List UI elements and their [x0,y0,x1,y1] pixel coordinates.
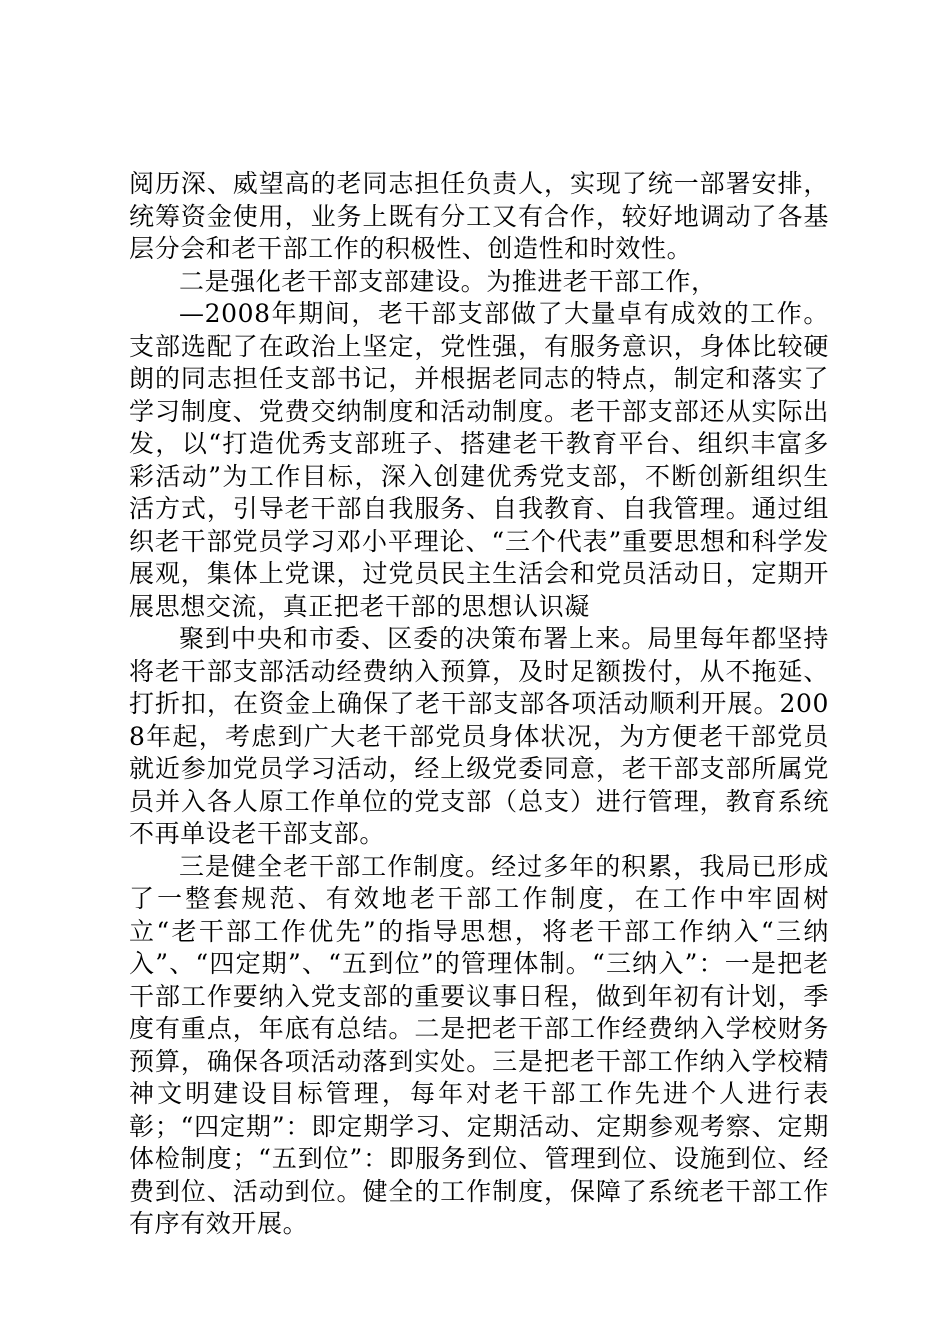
paragraph-continuation: 阅历深、威望高的老同志担任负责人，实现了统一部署安排，统筹资金使用，业务上既有分工又有合作，较好地调动了各基层分会和老干部工作的积极性、创造性和时效性。 [129,169,829,263]
paragraph-work-system: 三是健全老干部工作制度。经过多年的积累，我局已形成了一整套规范、有效地老干部工作制度，在工作中牢固树立“老干部工作优先”的指导思想，将老干部工作纳入“三纳入”、“四定期”、“五到位”的管理体制。“三纳入”：一是把老干部工作要纳入党支部的重要议事日程，做到年初有计划，季度有重点，年底有总结。二是把老干部工作经费纳入学校财务预算，确保各项活动落到实处。三是把老干部工作纳入学校精神文明建设目标管理，每年对老干部工作先进个人进行表彰；“四定期”：即定期学习、定期活动、定期参观考察、定期体检制度；“五到位”：即服务到位、管理到位、设施到位、经费到位、活动到位。健全的工作制度，保障了系统老干部工作有序有效开展。 [129,851,829,1238]
paragraph-second-point-intro: 二是强化老干部支部建设。为推进老干部工作， [179,266,717,296]
paragraph-branch-work: —2008年期间，老干部支部做了大量卓有成效的工作。支部选配了在政治上坚定，党性强，有服务意识，身体比较硬朗的同志担任支部书记，并根据老同志的特点，制定和落实了学习制度、党费交纳制度和活动制度。老干部支部还从实际出发，以“打造优秀支部班子、搭建老干教育平台、组织丰富多彩活动”为工作目标，深入创建优秀党支部，不断创新组织生活方式，引导老干部自我服务、自我教育、自我管理。通过组织老干部党员学习邓小平理论、“三个代表”重要思想和科学发展观，集体上党课，过党员民主生活会和党员活动日，定期开展思想交流，真正把老干部的思想认识凝 [129,299,829,621]
paragraph-branch-funding: 聚到中央和市委、区委的决策布署上来。局里每年都坚持将老干部支部活动经费纳入预算，及时足额拨付，从不拖延、打折扣，在资金上确保了老干部支部各项活动顺利开展。2008年起，考虑到广大老干部党员身体状况，为方便老干部党员就近参加党员学习活动，经上级党委同意，老干部支部所属党员并入各人原工作单位的党支部（总支）进行管理，教育系统不再单设老干部支部。 [129,624,829,848]
document-body [129,168,829,1241]
